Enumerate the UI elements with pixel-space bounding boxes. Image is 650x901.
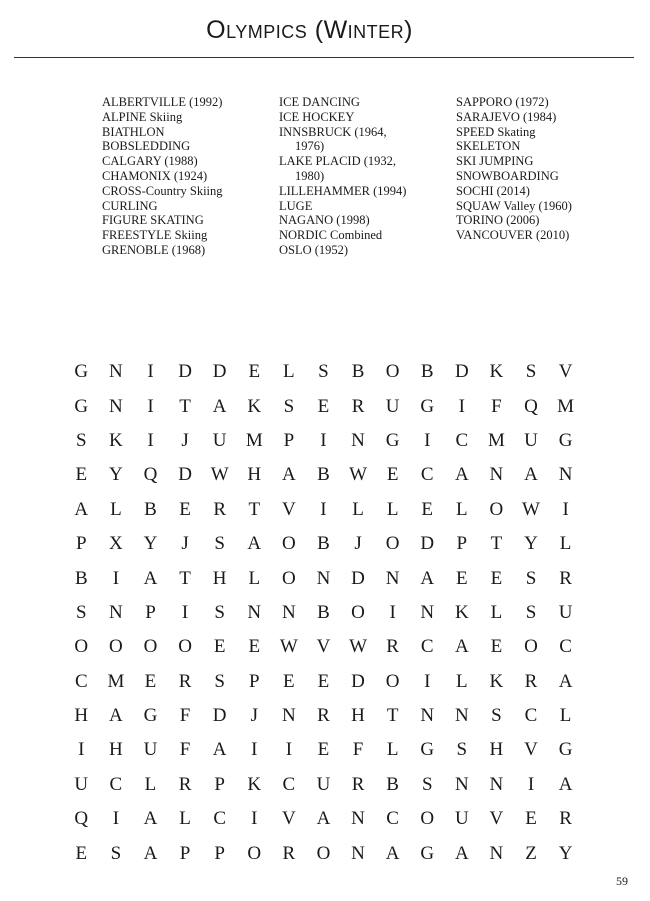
grid-letter[interactable]: T xyxy=(386,705,399,727)
grid-letter[interactable]: I xyxy=(147,395,154,417)
grid-letter[interactable]: O xyxy=(351,601,365,623)
grid-letter[interactable]: L xyxy=(559,705,572,727)
grid-letter[interactable]: N xyxy=(351,808,365,830)
grid-letter[interactable]: N xyxy=(420,705,435,727)
word-list-item: SKI JUMPING xyxy=(456,154,534,169)
grid-letter[interactable]: S xyxy=(76,429,87,451)
grid-letter[interactable]: N xyxy=(454,773,469,795)
grid-letter[interactable]: S xyxy=(283,395,295,417)
grid-letter[interactable]: N xyxy=(454,705,469,727)
grid-letter[interactable]: O xyxy=(178,636,192,658)
grid-letter[interactable]: V xyxy=(281,808,296,830)
grid-letter[interactable]: R xyxy=(351,395,365,417)
grid-letter[interactable]: R xyxy=(178,670,192,692)
word-list-item: 1976) xyxy=(295,139,325,154)
grid-letter[interactable]: I xyxy=(112,808,120,830)
word-list-item: ICE DANCING xyxy=(279,95,360,109)
word-list-item: OSLO (1952) xyxy=(279,242,349,257)
grid-letter[interactable]: E xyxy=(317,739,330,761)
grid-letter[interactable]: W xyxy=(349,636,368,658)
grid-letter[interactable]: O xyxy=(316,842,331,864)
grid-letter[interactable]: C xyxy=(420,464,434,486)
page-title: Olympics (Winter) xyxy=(206,16,413,44)
grid-letter[interactable]: K xyxy=(109,429,123,451)
word-list-item: FREESTYLE Skiing xyxy=(102,228,208,243)
grid-letter[interactable]: D xyxy=(178,464,192,486)
grid-letter[interactable]: N xyxy=(351,842,365,864)
grid-letter[interactable]: I xyxy=(320,429,327,451)
grid-letter[interactable]: G xyxy=(420,739,435,761)
word-list-item: TORINO (2006) xyxy=(456,213,540,228)
grid-letter[interactable]: F xyxy=(179,705,191,727)
page-number: 59 xyxy=(616,874,628,888)
grid-letter[interactable]: F xyxy=(491,395,502,417)
grid-letter[interactable]: C xyxy=(213,808,227,830)
grid-row xyxy=(64,802,584,836)
word-list-item: BOBSLEDDING xyxy=(102,139,191,154)
word-list-item: LAKE PLACID (1932, xyxy=(279,154,397,169)
word-list-item: SAPPORO (1972) xyxy=(456,95,549,109)
grid-letter[interactable]: G xyxy=(74,361,89,383)
grid-letter[interactable]: K xyxy=(247,773,262,795)
grid-letter[interactable]: S xyxy=(491,705,502,727)
grid-row xyxy=(64,458,584,492)
grid-letter[interactable]: S xyxy=(214,533,225,555)
grid-letter[interactable]: N xyxy=(109,395,123,417)
grid-row xyxy=(64,596,584,630)
grid-letter[interactable]: D xyxy=(454,361,469,383)
word-search-grid xyxy=(64,355,584,871)
grid-letter[interactable]: I xyxy=(458,395,465,417)
grid-letter[interactable]: M xyxy=(245,429,263,451)
grid-letter[interactable]: F xyxy=(179,739,191,761)
grid-letter[interactable]: F xyxy=(352,739,364,761)
grid-letter[interactable]: I xyxy=(285,739,293,761)
grid-letter[interactable]: G xyxy=(558,739,573,761)
grid-letter[interactable]: D xyxy=(212,361,227,383)
grid-letter[interactable]: P xyxy=(145,601,156,623)
grid-letter[interactable]: E xyxy=(490,636,503,658)
grid-letter[interactable]: M xyxy=(107,670,125,692)
grid-letter[interactable]: U xyxy=(316,773,331,795)
grid-letter[interactable]: O xyxy=(420,808,435,830)
word-list-item: ALPINE Skiing xyxy=(102,109,183,124)
grid-letter[interactable]: H xyxy=(74,705,89,727)
grid-letter[interactable]: C xyxy=(455,429,469,451)
word-list-item: ICE HOCKEY xyxy=(279,109,355,124)
word-list-item: ALBERTVILLE (1992) xyxy=(102,95,223,109)
grid-letter[interactable]: I xyxy=(181,601,189,623)
grid-letter[interactable]: T xyxy=(179,567,191,589)
word-list-item: CROSS-Country Skiing xyxy=(102,183,223,198)
grid-letter[interactable]: S xyxy=(525,567,537,589)
grid-row xyxy=(64,527,584,561)
grid-letter[interactable]: E xyxy=(525,808,537,830)
grid-letter[interactable]: O xyxy=(524,636,538,658)
grid-letter[interactable]: O xyxy=(143,636,158,658)
grid-letter[interactable]: N xyxy=(281,601,296,623)
grid-letter[interactable]: U xyxy=(385,395,400,417)
grid-letter[interactable]: E xyxy=(213,636,226,658)
word-list-item: SNOWBOARDING xyxy=(456,168,559,183)
grid-letter[interactable]: Q xyxy=(143,464,158,486)
grid-letter[interactable]: O xyxy=(385,670,400,692)
grid-letter[interactable]: G xyxy=(558,429,573,451)
grid-letter[interactable]: C xyxy=(109,773,123,795)
grid-row xyxy=(64,561,584,595)
grid-letter[interactable]: O xyxy=(385,361,400,383)
grid-letter[interactable]: O xyxy=(489,498,504,520)
grid-letter[interactable]: A xyxy=(143,808,158,830)
grid-letter[interactable]: U xyxy=(212,429,227,451)
grid-row xyxy=(64,699,584,733)
grid-row xyxy=(64,836,584,870)
grid-letter[interactable]: H xyxy=(247,464,262,486)
grid-letter[interactable]: G xyxy=(74,395,89,417)
grid-letter[interactable]: R xyxy=(178,773,192,795)
grid-letter[interactable]: B xyxy=(317,601,330,623)
grid-letter[interactable]: J xyxy=(354,533,362,555)
grid-letter[interactable]: A xyxy=(558,773,573,795)
word-list-column-3 xyxy=(456,95,626,243)
grid-letter[interactable]: W xyxy=(522,498,540,520)
word-list-item: CURLING xyxy=(102,198,158,213)
grid-letter[interactable]: I xyxy=(78,739,85,761)
grid-letter[interactable]: L xyxy=(179,808,191,830)
grid-letter[interactable]: L xyxy=(456,670,468,692)
grid-letter[interactable]: V xyxy=(558,361,573,383)
grid-letter[interactable]: X xyxy=(109,533,123,555)
grid-letter[interactable]: K xyxy=(454,601,469,623)
grid-letter[interactable]: S xyxy=(421,773,433,795)
grid-letter[interactable]: A xyxy=(454,842,469,864)
grid-letter[interactable]: A xyxy=(454,636,469,658)
word-list-item: LUGE xyxy=(279,198,313,213)
word-list-item: CHAMONIX (1924) xyxy=(102,168,208,183)
grid-letter[interactable]: E xyxy=(75,464,88,486)
grid-letter[interactable]: J xyxy=(181,429,189,451)
grid-letter[interactable]: E xyxy=(456,567,468,589)
grid-row xyxy=(64,424,584,458)
grid-letter[interactable]: N xyxy=(558,464,573,486)
grid-letter[interactable]: A xyxy=(454,464,469,486)
grid-letter[interactable]: B xyxy=(351,361,365,383)
grid-letter[interactable]: P xyxy=(248,670,260,692)
grid-letter[interactable]: P xyxy=(283,429,295,451)
grid-letter[interactable]: A xyxy=(281,464,296,486)
grid-letter[interactable]: A xyxy=(212,395,227,417)
grid-letter[interactable]: C xyxy=(524,705,538,727)
grid-letter[interactable]: N xyxy=(247,601,262,623)
grid-letter[interactable]: O xyxy=(281,533,296,555)
grid-letter[interactable]: G xyxy=(143,705,158,727)
grid-letter[interactable]: L xyxy=(352,498,364,520)
grid-letter[interactable]: R xyxy=(213,498,227,520)
grid-letter[interactable]: M xyxy=(557,395,575,417)
grid-letter[interactable]: A xyxy=(420,567,435,589)
grid-letter[interactable]: K xyxy=(489,361,504,383)
grid-letter[interactable]: C xyxy=(386,808,399,830)
grid-letter[interactable]: E xyxy=(421,498,434,520)
grid-letter[interactable]: C xyxy=(420,636,434,658)
grid-letter[interactable]: T xyxy=(490,533,503,555)
grid-letter[interactable]: R xyxy=(351,773,365,795)
grid-letter[interactable]: D xyxy=(351,567,365,589)
grid-letter[interactable]: G xyxy=(385,429,400,451)
grid-letter[interactable]: A xyxy=(558,670,573,692)
grid-letter[interactable]: I xyxy=(147,361,154,383)
grid-letter[interactable]: J xyxy=(250,705,258,727)
grid-letter[interactable]: C xyxy=(559,636,572,658)
grid-letter[interactable]: L xyxy=(490,601,503,623)
grid-row xyxy=(64,355,584,389)
grid-letter[interactable]: N xyxy=(420,601,435,623)
grid-letter[interactable]: V xyxy=(489,808,504,830)
grid-letter[interactable]: C xyxy=(74,670,88,692)
word-list-item: INNSBRUCK (1964, xyxy=(279,124,387,139)
grid-letter[interactable]: B xyxy=(317,533,330,555)
grid-letter[interactable]: L xyxy=(559,533,572,555)
grid-letter[interactable]: N xyxy=(489,464,504,486)
grid-letter[interactable]: L xyxy=(110,498,122,520)
grid-letter[interactable]: E xyxy=(317,670,330,692)
word-list-item: SOCHI (2014) xyxy=(456,183,530,198)
grid-row xyxy=(64,389,584,423)
grid-letter[interactable]: L xyxy=(386,739,399,761)
grid-letter[interactable]: O xyxy=(281,567,296,589)
grid-letter[interactable]: E xyxy=(490,567,503,589)
grid-letter[interactable]: D xyxy=(178,361,192,383)
grid-letter[interactable]: S xyxy=(214,670,225,692)
grid-letter[interactable]: S xyxy=(456,739,468,761)
grid-letter[interactable]: N xyxy=(281,705,296,727)
grid-letter[interactable]: A xyxy=(385,842,400,864)
grid-row xyxy=(64,665,584,699)
grid-letter[interactable]: V xyxy=(316,636,331,658)
grid-row xyxy=(64,493,584,527)
grid-letter[interactable]: S xyxy=(525,361,537,383)
grid-letter[interactable]: A xyxy=(212,739,227,761)
grid-letter[interactable]: D xyxy=(351,670,365,692)
grid-row xyxy=(64,630,584,664)
grid-letter[interactable]: E xyxy=(386,464,399,486)
grid-letter[interactable]: S xyxy=(76,601,87,623)
word-list-item: SPEED Skating xyxy=(456,124,536,139)
grid-letter[interactable]: D xyxy=(212,705,227,727)
grid-letter[interactable]: N xyxy=(109,361,123,383)
grid-letter[interactable]: E xyxy=(179,498,191,520)
grid-letter[interactable]: E xyxy=(317,395,330,417)
word-list-item: 1980) xyxy=(295,168,325,183)
grid-letter[interactable]: A xyxy=(109,705,123,727)
word-list-column-1 xyxy=(102,95,272,258)
grid-letter[interactable]: G xyxy=(420,842,435,864)
grid-letter[interactable]: O xyxy=(247,842,262,864)
grid-letter[interactable]: O xyxy=(385,533,400,555)
grid-letter[interactable]: K xyxy=(247,395,262,417)
grid-letter[interactable]: V xyxy=(524,739,538,761)
grid-letter[interactable]: E xyxy=(248,361,261,383)
grid-letter[interactable]: R xyxy=(559,567,572,589)
grid-letter[interactable]: R xyxy=(282,842,296,864)
grid-letter[interactable]: Y xyxy=(143,533,158,555)
grid-letter[interactable]: E xyxy=(75,842,88,864)
word-list-item: SQUAW Valley (1960) xyxy=(456,198,572,213)
grid-letter[interactable]: A xyxy=(524,464,538,486)
word-list-item: GRENOBLE (1968) xyxy=(102,242,206,257)
grid-letter[interactable]: N xyxy=(351,429,365,451)
grid-letter[interactable]: E xyxy=(144,670,157,692)
grid-letter[interactable]: L xyxy=(144,773,157,795)
grid-letter[interactable]: O xyxy=(109,636,123,658)
word-list-item: VANCOUVER (2010) xyxy=(456,228,570,243)
grid-letter[interactable]: A xyxy=(247,533,262,555)
grid-letter[interactable]: I xyxy=(251,739,258,761)
grid-letter[interactable]: O xyxy=(74,636,89,658)
word-list-item: SARAJEVO (1984) xyxy=(456,109,557,124)
grid-letter[interactable]: I xyxy=(424,429,431,451)
grid-letter[interactable]: B xyxy=(420,361,434,383)
grid-letter[interactable]: A xyxy=(74,498,89,520)
grid-letter[interactable]: T xyxy=(248,498,261,520)
grid-letter[interactable]: S xyxy=(214,601,225,623)
grid-letter[interactable]: P xyxy=(214,842,225,864)
grid-letter[interactable]: A xyxy=(143,842,158,864)
grid-letter[interactable]: N xyxy=(489,773,504,795)
grid-letter[interactable]: M xyxy=(487,429,505,451)
word-list-item: CALGARY (1988) xyxy=(102,154,198,169)
grid-letter[interactable]: P xyxy=(214,773,225,795)
grid-letter[interactable]: N xyxy=(316,567,331,589)
grid-letter[interactable]: H xyxy=(489,739,504,761)
grid-letter[interactable]: I xyxy=(147,429,154,451)
grid-letter[interactable]: D xyxy=(420,533,435,555)
grid-letter[interactable]: A xyxy=(143,567,158,589)
word-list-item: NORDIC Combined xyxy=(279,228,383,243)
grid-letter[interactable]: H xyxy=(212,567,227,589)
grid-letter[interactable]: H xyxy=(109,739,123,761)
grid-letter[interactable]: N xyxy=(109,601,123,623)
grid-letter[interactable]: U xyxy=(558,601,573,623)
grid-letter[interactable]: R xyxy=(559,808,572,830)
grid-letter[interactable]: S xyxy=(525,601,537,623)
grid-letter[interactable]: I xyxy=(562,498,569,520)
grid-letter[interactable]: B xyxy=(74,567,88,589)
grid-letter[interactable]: Q xyxy=(74,808,89,830)
grid-letter[interactable]: R xyxy=(317,705,330,727)
grid-letter[interactable]: J xyxy=(181,533,189,555)
grid-row xyxy=(64,768,584,802)
grid-letter[interactable]: W xyxy=(279,636,298,658)
grid-letter[interactable]: P xyxy=(456,533,468,555)
word-list-column-2 xyxy=(279,95,449,258)
grid-letter[interactable]: U xyxy=(454,808,469,830)
grid-letter[interactable]: A xyxy=(316,808,331,830)
grid-row xyxy=(64,733,584,767)
grid-letter[interactable]: S xyxy=(318,361,329,383)
grid-letter[interactable]: L xyxy=(386,498,399,520)
grid-letter[interactable]: W xyxy=(349,464,368,486)
grid-letter[interactable]: W xyxy=(210,464,229,486)
grid-letter[interactable]: S xyxy=(110,842,122,864)
grid-letter[interactable]: L xyxy=(283,361,295,383)
grid-letter[interactable]: I xyxy=(389,601,396,623)
grid-letter[interactable]: B xyxy=(386,773,399,795)
grid-letter[interactable]: B xyxy=(144,498,157,520)
grid-letter[interactable]: U xyxy=(74,773,89,795)
grid-letter[interactable]: R xyxy=(386,636,399,658)
grid-letter[interactable]: E xyxy=(248,636,261,658)
grid-letter[interactable]: G xyxy=(420,395,435,417)
grid-letter[interactable]: Y xyxy=(558,842,573,864)
grid-letter[interactable]: T xyxy=(179,395,191,417)
grid-letter[interactable]: N xyxy=(489,842,504,864)
grid-letter[interactable]: V xyxy=(281,498,296,520)
grid-letter[interactable]: Y xyxy=(109,464,123,486)
grid-letter[interactable]: L xyxy=(456,498,468,520)
word-list-item: FIGURE SKATING xyxy=(102,213,204,228)
word-list-item: NAGANO (1998) xyxy=(279,213,370,228)
word-list-item: SKELETON xyxy=(456,139,521,154)
grid-letter[interactable]: P xyxy=(179,842,191,864)
grid-letter[interactable]: U xyxy=(524,429,538,451)
grid-letter[interactable]: I xyxy=(320,498,327,520)
grid-letter[interactable]: P xyxy=(76,533,87,555)
grid-letter[interactable]: I xyxy=(112,567,120,589)
grid-letter[interactable]: I xyxy=(424,670,431,692)
grid-letter[interactable]: Q xyxy=(524,395,538,417)
grid-letter[interactable]: I xyxy=(527,773,535,795)
title-divider xyxy=(14,57,634,58)
grid-letter[interactable]: N xyxy=(385,567,400,589)
grid-letter[interactable]: C xyxy=(282,773,296,795)
word-list-item: BIATHLON xyxy=(102,124,165,139)
word-list-item: LILLEHAMMER (1994) xyxy=(279,183,407,198)
grid-letter[interactable]: Y xyxy=(524,533,538,555)
grid-letter[interactable]: E xyxy=(283,670,295,692)
grid-letter[interactable]: I xyxy=(251,808,258,830)
grid-letter[interactable]: K xyxy=(489,670,504,692)
grid-letter[interactable]: Z xyxy=(525,842,537,864)
grid-letter[interactable]: R xyxy=(524,670,538,692)
grid-letter[interactable]: L xyxy=(248,567,261,589)
grid-letter[interactable]: H xyxy=(351,705,365,727)
grid-letter[interactable]: U xyxy=(143,739,158,761)
grid-letter[interactable]: B xyxy=(317,464,330,486)
